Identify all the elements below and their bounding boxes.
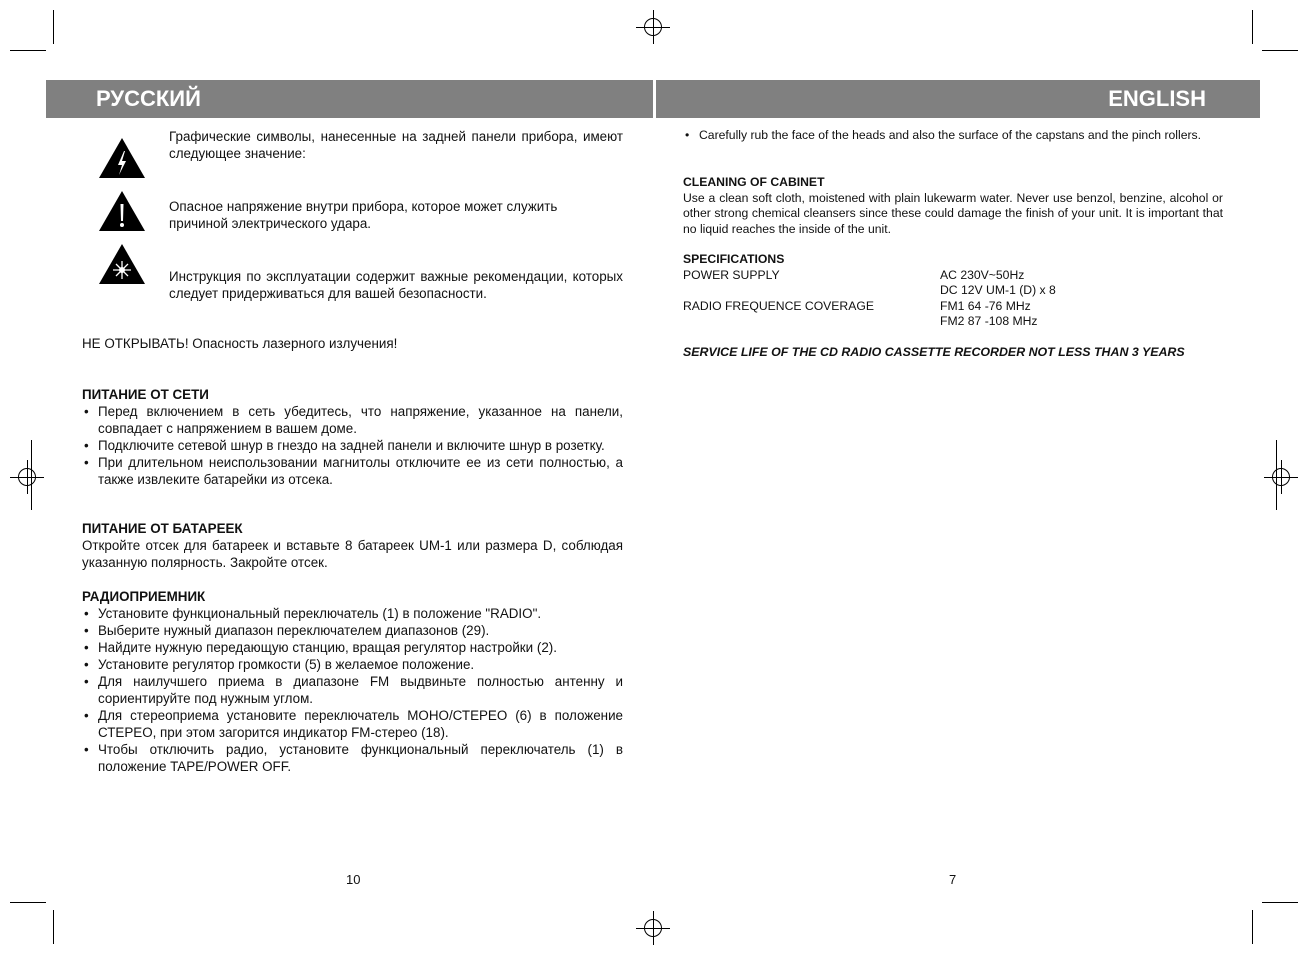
list-item: • Чтобы отключить радио, установите функциональный переключатель (1) в положение TAPE/POWER OFF. bbox=[82, 741, 623, 775]
list-item: • Carefully rub the face of the heads and also the surface of the capstans and the pinch rollers. bbox=[683, 128, 1223, 144]
list-item: • Найдите нужную передающую станцию, вращая регулятор настройки (2). bbox=[82, 639, 623, 656]
lightning-warning-icon bbox=[98, 137, 146, 179]
section-header-russian: РУССКИЙ bbox=[46, 80, 653, 118]
section-title: CLEANING OF CABINET bbox=[683, 175, 825, 189]
radio-section bbox=[82, 588, 623, 775]
cabinet-section bbox=[683, 175, 1223, 237]
section-text: Откройте отсек для батареек и вставьте 8 батареек UM-1 или размера D, соблюдая указанную полярность. Закройте отсек. bbox=[82, 538, 623, 570]
section-text: Use a clean soft cloth, moistened with plain lukewarm water. Never use benzol, benzine, alcohol or other strong chemical cleansers since these could damage the finish of your unit. It is important that no liquid reaches the inside of the unit. bbox=[683, 190, 1223, 236]
registration-mark-icon bbox=[10, 460, 44, 494]
section-header-english: ENGLISH bbox=[656, 80, 1260, 118]
spec-row: FM2 87 -108 MHz bbox=[940, 314, 1038, 328]
section-title: РАДИОПРИЕМНИК bbox=[82, 589, 206, 604]
page-number: 7 bbox=[949, 872, 957, 887]
list-item: • Перед включением в сеть убедитесь, что напряжение, указанное на панели, совпадает с напряжением в вашем доме. bbox=[82, 403, 623, 437]
registration-mark-icon bbox=[1264, 460, 1298, 494]
battery-section bbox=[82, 520, 623, 571]
section-title: ПИТАНИЕ ОТ СЕТИ bbox=[82, 387, 209, 402]
list-item: • Установите функциональный переключатель (1) в положение "RADIO". bbox=[82, 605, 623, 622]
page-number: 10 bbox=[346, 872, 361, 887]
crop-mark bbox=[31, 440, 32, 510]
specifications-section bbox=[683, 252, 1223, 330]
symbol-description: Опасное напряжение внутри прибора, которое может служить причиной электрического удара. bbox=[169, 199, 558, 231]
spec-row: DC 12V UM-1 (D) x 8 bbox=[940, 283, 1056, 297]
list-item: • Подключите сетевой шнур в гнездо на задней панели и включите шнур в розетку. bbox=[82, 437, 623, 454]
list-item: • Выберите нужный диапазон переключателем диапазонов (29). bbox=[82, 622, 623, 639]
laser-warning-text: НЕ ОТКРЫВАТЬ! Опасность лазерного излучения! bbox=[82, 336, 398, 351]
registration-mark-icon bbox=[636, 911, 670, 945]
mains-section bbox=[82, 386, 623, 488]
crop-mark bbox=[1276, 440, 1277, 510]
symbols-intro: Графические символы, нанесенные на задней панели прибора, имеют следующее значение: bbox=[169, 129, 623, 161]
heads-section bbox=[683, 128, 1223, 144]
spec-row: RADIO FREQUENCE COVERAGE FM1 64 -76 MHz bbox=[683, 298, 1031, 313]
list-item: • Для стереоприема установите переключатель МОНО/СТЕРЕО (6) в положение СТЕРЕО, при этом загорится индикатор FM-стерео (18). bbox=[82, 707, 623, 741]
list-item: • Установите регулятор громкости (5) в желаемое положение. bbox=[82, 656, 623, 673]
symbol-description: Инструкция по эксплуатации содержит важные рекомендации, которых следует придерживаться для вашей безопасности. bbox=[169, 269, 623, 301]
laser-warning-icon bbox=[98, 243, 146, 285]
list-item: • Для наилучшего приема в диапазоне FM выдвиньте полностью антенну и сориентируйте под нужным углом. bbox=[82, 673, 623, 707]
service-life-note: SERVICE LIFE OF THE CD RADIO CASSETTE RECORDER NOT LESS THAN 3 YEARS bbox=[683, 345, 1185, 359]
section-title: SPECIFICATIONS bbox=[683, 252, 785, 266]
list-item: • При длительном неиспользовании магнитолы отключите ее из сети полностью, а также извлеките батарейки из отсека. bbox=[82, 454, 623, 488]
exclamation-warning-icon bbox=[98, 190, 146, 232]
spec-row: POWER SUPPLY AC 230V~50Hz bbox=[683, 267, 1025, 282]
section-title: ПИТАНИЕ ОТ БАТАРЕЕК bbox=[82, 521, 243, 536]
registration-mark-icon bbox=[636, 10, 670, 44]
